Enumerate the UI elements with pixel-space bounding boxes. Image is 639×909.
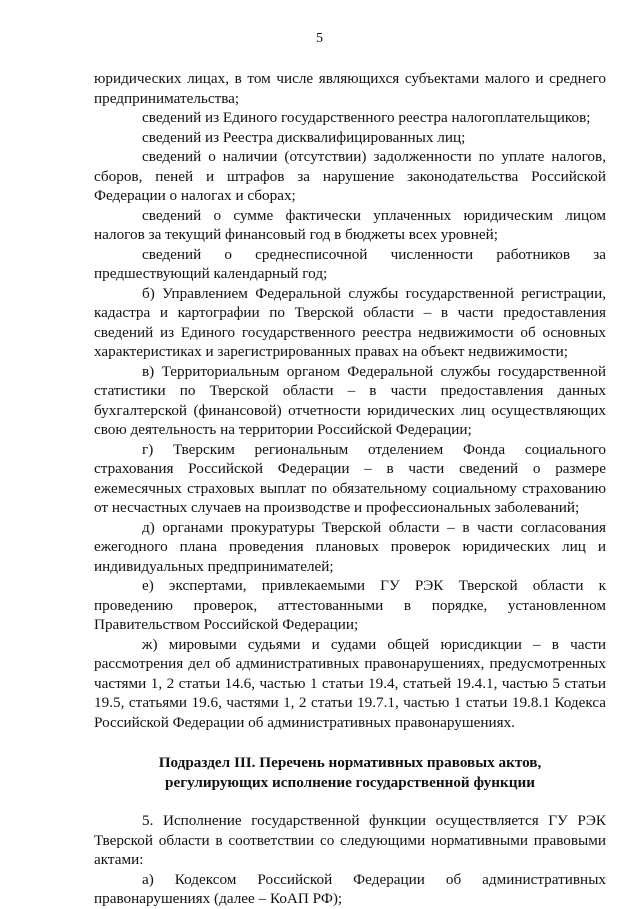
document-body: [94, 69, 606, 909]
list-item-zh: ж) мировыми судьями и судами общей юрисдикции – в части рассмотрения дел об административных правонарушениях, предусмотренных частями 1, 2 статьи 14.6, частью 1 статьи 19.4, статьей 19.4.1, частью 5 статьи 19.5, статьями 19.6, частями 1, 2 статьи 19.7.1, частью 1 статьи 19.8.1 Кодекса Российской Федерации об административных правонарушениях.: [94, 635, 606, 731]
section-heading-line-2: регулирующих исполнение государственной функции: [165, 773, 535, 791]
paragraph: сведений из Реестра дисквалифицированных лиц;: [142, 128, 466, 146]
list-item-g: г) Тверским региональным отделением Фонда социального страхования Российской Федерации – в части сведений о размере ежемесячных страховых выплат по обязательному социальному страхованию от несчастных случаев на производстве и профессиональных заболеваний;: [94, 440, 606, 516]
list-item-v: в) Территориальным органом Федеральной службы государственной статистики по Тверской области – в части предоставления данных бухгалтерской (финансовой) отчетности юридических лиц осуществляющих свою деятельность на территории Российской Федерации;: [94, 362, 606, 438]
section-heading-line-1: Подраздел III. Перечень нормативных правовых актов,: [158, 754, 542, 771]
paragraph: 5. Исполнение государственной функции осуществляется ГУ РЭК Тверской области в соответствии со следующими нормативными правовыми актами:: [94, 812, 606, 868]
paragraph: сведений из Единого государственного реестра налогоплательщиков;: [142, 109, 591, 126]
spacer: [94, 792, 606, 811]
paragraph: юридических лицах, в том числе являющихся субъектами малого и среднего предпринимательства;: [94, 70, 606, 107]
list-item-a: а) Кодексом Российской Федерации об административных правонарушениях (далее – КоАП РФ);: [94, 870, 606, 907]
paragraph: сведений о сумме фактически уплаченных юридическим лицом налогов за текущий финансовый год в бюджеты всех уровней;: [94, 206, 606, 243]
spacer: [94, 732, 606, 753]
paragraph: сведений о наличии (отсутствии) задолженности по уплате налогов, сборов, пеней и штрафов за нарушение законодательства Российской Федерации о налогах и сборах;: [94, 148, 606, 204]
paragraph: сведений о среднесписочной численности работников за предшествующий календарный год;: [94, 245, 606, 282]
page-number: 5: [316, 31, 323, 46]
list-item-b: б) Управлением Федеральной службы государственной регистрации, кадастра и картографии по Тверской области – в части предоставления сведений из Единого государственного реестра недвижимости об основных характеристиках и зарегистрированных правах на объект недвижимости;: [94, 284, 606, 360]
list-item-e: е) экспертами, привлекаемыми ГУ РЭК Тверской области к проведению проверок, аттестованными в порядке, установленном Правительством Российской Федерации;: [94, 577, 606, 633]
list-item-d: д) органами прокуратуры Тверской области – в части согласования ежегодного плана проведения плановых проверок юридических лиц и индивидуальных предпринимателей;: [94, 518, 606, 575]
